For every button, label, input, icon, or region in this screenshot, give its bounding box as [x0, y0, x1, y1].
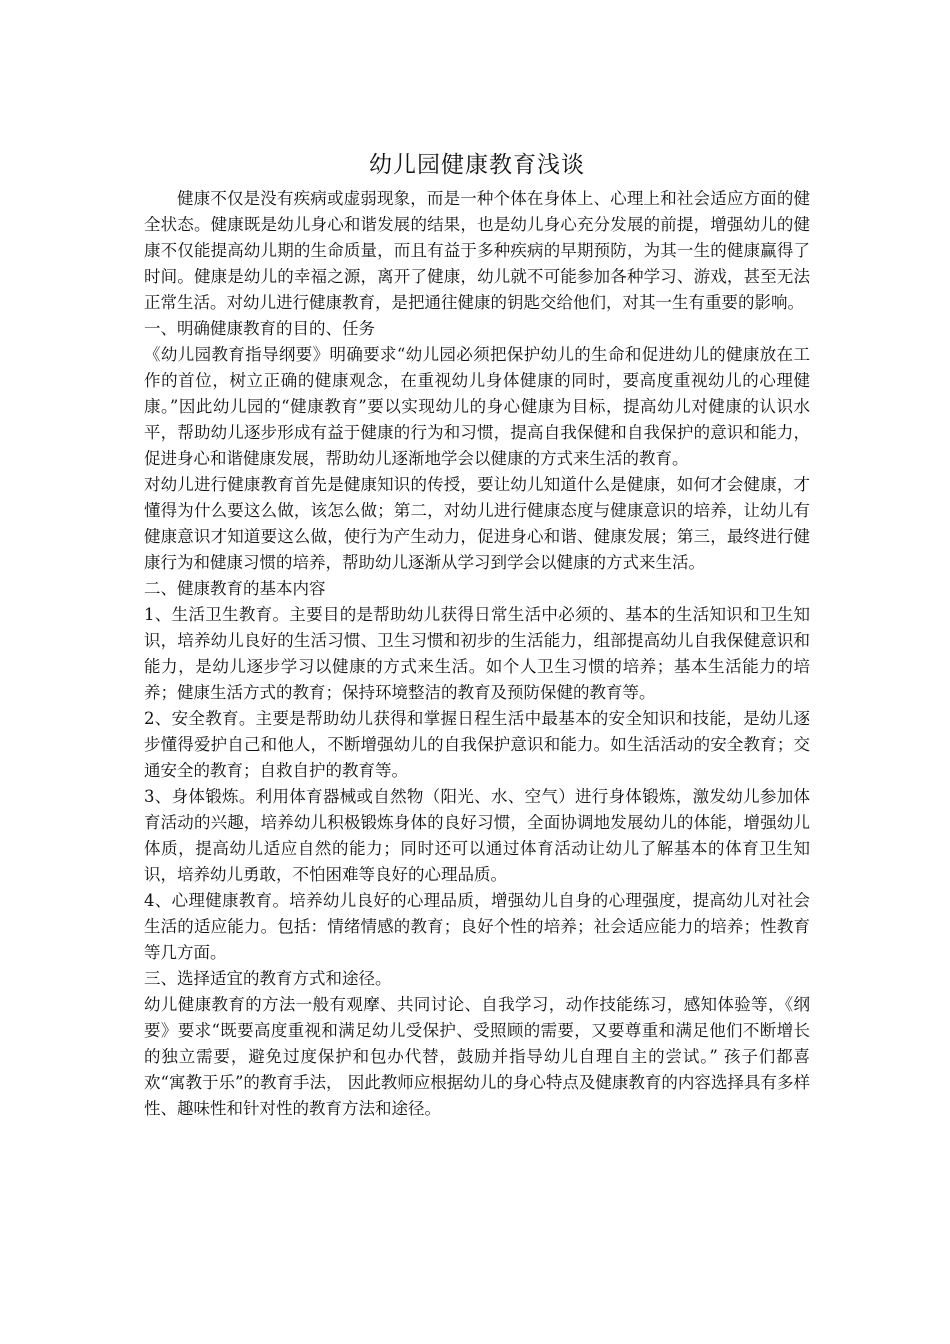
section-heading-3: 三、选择适宜的教育方式和途径。	[144, 969, 392, 988]
page-title: 幼儿园健康教育浅谈	[369, 152, 585, 178]
section2-item-2: 2、安全教育。主要是帮助幼儿获得和掌握日程生活中最基本的安全知识和技能，是幼儿逐步懂得爱护自己和他人，不断增强幼儿的自我保护意识和能力。如生活活动的安全教育；交通安全的教育；自救自护的教育等。	[144, 709, 810, 780]
section2-item-3: 3、身体锻炼。利用体育器械或自然物（阳光、水、空气）进行身体锻炼，激发幼儿参加体育活动的兴趣，培养幼儿积极锻炼身体的良好习惯，全面协调地发展幼儿的体能，增强幼儿体质，提高幼儿适应自然的能力；同时还可以通过体育活动让幼儿了解基本的体育卫生知识，培养幼儿勇敢，不怕困难等良好的心理品质。	[144, 787, 810, 884]
document-body	[144, 150, 810, 1122]
section1-paragraph-2: 对幼儿进行健康教育首先是健康知识的传授，要让幼儿知道什么是健康，如何才会健康，才懂得为什么要这么做，该怎么做；第二，对幼儿进行健康态度与健康意识的培养，让幼儿有健康意识才知道要这么做，使行为产生动力，促进身心和谐、健康发展；第三，最终进行健康行为和健康习惯的培养，帮助幼儿逐渐从学习到学会以健康的方式来生活。	[144, 475, 810, 572]
section3-paragraph-1: 幼儿健康教育的方法一般有观摩、共同讨论、自我学习，动作技能练习，感知体验等，《纲要》要求“既要高度重视和满足幼儿受保护、受照顾的需要，又要尊重和满足他们不断增长的独立需要，避免过度保护和包办代替，鼓励并指导幼儿自理自主的尝试。” 孩子们都喜欢“寓教于乐”的教育手法， 因此教师应根据幼儿的身心特点及健康教育的内容选择具有多样性、趣味性和针对性的教育方法和途径。	[144, 995, 810, 1118]
section-heading-1: 一、明确健康教育的目的、任务	[144, 319, 375, 338]
section2-item-4: 4、心理健康教育。培养幼儿良好的心理品质，增强幼儿自身的心理强度，提高幼儿对社会生活的适应能力。包括：情绪情感的教育；良好个性的培养；社会适应能力的培养；性教育等几方面。	[144, 891, 810, 962]
section1-paragraph-1: 《幼儿园教育指导纲要》明确要求“幼儿园必须把保护幼儿的生命和促进幼儿的健康放在工作的首位，树立正确的健康观念，在重视幼儿身体健康的同时，要高度重视幼儿的心理健康。”因此幼儿园的“健康教育”要以实现幼儿的身心健康为目标，提高幼儿对健康的认识水平，帮助幼儿逐步形成有益于健康的行为和习惯，提高自我保健和自我保护的意识和能力，促进身心和谐健康发展，帮助幼儿逐渐地学会以健康的方式来生活的教育。	[144, 345, 810, 468]
intro-paragraph: 健康不仅是没有疾病或虚弱现象，而是一种个体在身体上、心理上和社会适应方面的健全状态。健康既是幼儿身心和谐发展的结果，也是幼儿身心充分发展的前提，增强幼儿的健康不仅能提高幼儿期的生命质量，而且有益于多种疾病的早期预防，为其一生的健康赢得了时间。健康是幼儿的幸福之源，离开了健康，幼儿就不可能参加各种学习、游戏，甚至无法正常生活。对幼儿进行健康教育，是把通往健康的钥匙交给他们，对其一生有重要的影响。	[144, 189, 810, 312]
section-heading-2: 二、健康教育的基本内容	[144, 579, 326, 598]
section2-item-1: 1、生活卫生教育。主要目的是帮助幼儿获得日常生活中必须的、基本的生活知识和卫生知识，培养幼儿良好的生活习惯、卫生习惯和初步的生活能力，组部提高幼儿自我保健意识和能力，是幼儿逐步学习以健康的方式来生活。如个人卫生习惯的培养；基本生活能力的培养；健康生活方式的教育；保持环境整洁的教育及预防保健的教育等。	[144, 605, 810, 702]
